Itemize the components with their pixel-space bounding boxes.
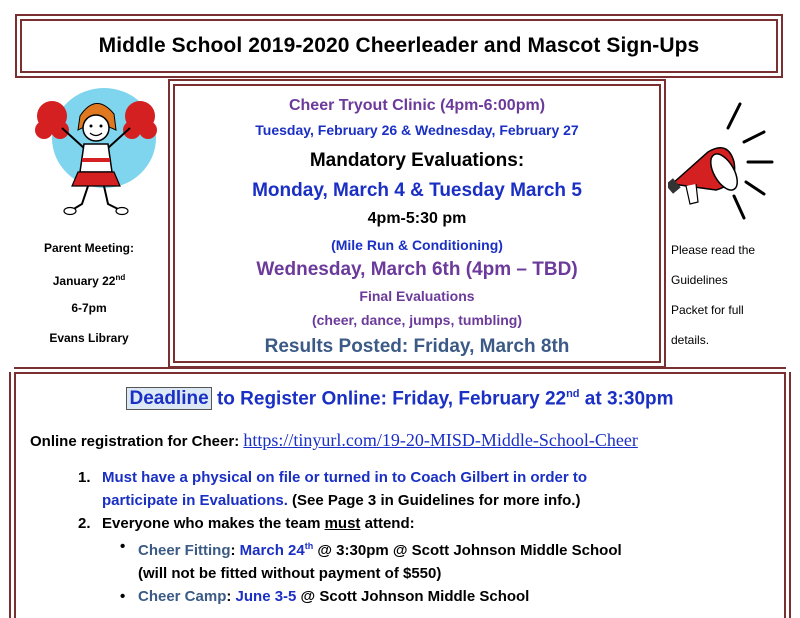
- evaluation-dates: Monday, March 4 & Tuesday March 5: [252, 180, 582, 201]
- parent-meeting-heading: Parent Meeting:: [43, 241, 134, 255]
- evaluation-time: 4pm-5:30 pm: [367, 210, 467, 227]
- bullet: •: [120, 588, 126, 605]
- list-item: [78, 466, 622, 512]
- fitting-label: Cheer Fitting: [138, 542, 231, 559]
- clinic-dates: Tuesday, February 26 & Wednesday, February 27: [255, 122, 579, 138]
- list-item: [78, 512, 622, 535]
- evaluation-note: (Mile Run & Conditioning): [331, 237, 503, 253]
- results-posted: Results Posted: Friday, March 8th: [264, 336, 570, 357]
- parent-meeting-info: [14, 238, 164, 358]
- guidelines-line-2: Guidelines: [671, 273, 728, 287]
- list-number: 1.: [78, 469, 91, 486]
- camp-label: Cheer Camp: [138, 588, 227, 605]
- fitting-date: March 24: [239, 542, 305, 559]
- final-evaluation-label: Final Evaluations: [359, 288, 475, 304]
- deadline-line: [16, 388, 784, 410]
- mandatory-heading: Mandatory Evaluations:: [309, 150, 525, 171]
- physical-requirement-cont: participate in Evaluations.: [102, 492, 288, 509]
- fitting-location: @ 3:30pm @ Scott Johnson Middle School: [313, 542, 622, 559]
- list-item: [78, 535, 622, 585]
- requirements-list: [78, 466, 622, 608]
- final-evaluation-note: (cheer, dance, jumps, tumbling): [311, 312, 523, 328]
- online-registration: [30, 430, 638, 451]
- deadline-suffix: nd: [566, 388, 580, 400]
- page-title: Middle School 2019-2020 Cheerleader and Mascot Sign-Ups: [98, 34, 700, 57]
- deadline-tail: at 3:30pm: [579, 388, 674, 410]
- guidelines-line-3: Packet for full: [671, 303, 744, 317]
- schedule-box: [173, 84, 661, 363]
- list-number: 2.: [78, 515, 91, 532]
- camp-location: @ Scott Johnson Middle School: [296, 588, 530, 605]
- camp-date: June 3-5: [235, 588, 297, 605]
- parent-meeting-date: [14, 268, 164, 298]
- guidelines-line-1: Please read the: [671, 243, 756, 257]
- online-registration-label: Online registration for Cheer:: [30, 433, 244, 450]
- final-evaluation-date: Wednesday, March 6th (4pm – TBD): [256, 259, 578, 280]
- guidelines-line-4: details.: [671, 333, 710, 347]
- bullet: •: [120, 538, 126, 555]
- parent-meeting-place: Evans Library: [49, 331, 129, 345]
- deadline-text: to Register Online: Friday, February 22: [211, 388, 567, 410]
- parent-meeting-date-text: January 22: [52, 274, 116, 288]
- megaphone-illustration: [668, 92, 786, 232]
- attendance-post: attend:: [360, 515, 415, 532]
- deadline-word: Deadline: [126, 387, 211, 410]
- parent-meeting-time: 6-7pm: [71, 301, 107, 315]
- parent-meeting-date-suffix: nd: [115, 273, 126, 282]
- registration-box: [14, 372, 786, 618]
- fitting-colon: :: [230, 542, 240, 559]
- title-banner: [20, 19, 778, 73]
- fitting-note: (will not be fitted without payment of $550): [138, 565, 442, 582]
- physical-requirement-note: (See Page 3 in Guidelines for more info.): [287, 492, 581, 509]
- guidelines-note: [671, 240, 789, 360]
- list-item: [78, 585, 622, 608]
- fitting-date-suffix: th: [304, 541, 314, 551]
- camp-colon: :: [226, 588, 236, 605]
- physical-requirement: Must have a physical on file or turned in to Coach Gilbert in order to: [102, 469, 588, 486]
- registration-link[interactable]: https://tinyurl.com/19-20-MISD-Middle-School-Cheer: [243, 430, 638, 450]
- cheerleader-illustration: [32, 86, 158, 220]
- attendance-pre: Everyone who makes the team: [102, 515, 325, 532]
- attendance-must: must: [324, 515, 361, 532]
- clinic-title: Cheer Tryout Clinic (4pm-6:00pm): [288, 97, 546, 114]
